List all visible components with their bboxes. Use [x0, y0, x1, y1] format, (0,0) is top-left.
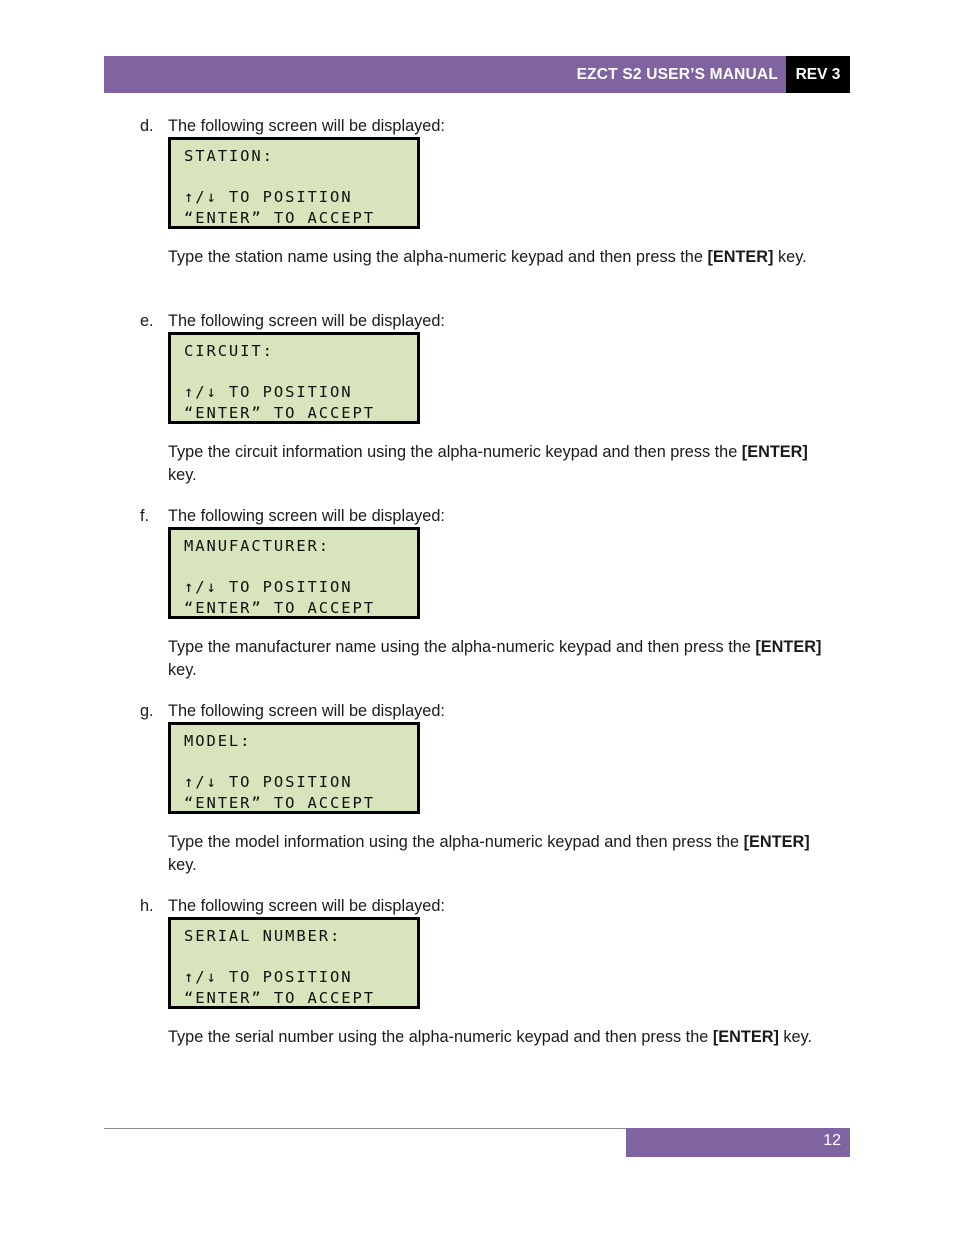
- lcd-title: CIRCUIT:: [184, 342, 274, 360]
- step-marker: d.: [140, 117, 154, 135]
- revision-badge: REV 3: [786, 56, 850, 93]
- lcd-title: MODEL:: [184, 732, 252, 750]
- step-marker: g.: [140, 702, 154, 720]
- enter-key-label: [ENTER]: [755, 638, 822, 656]
- instruction-body: Type the manufacturer name using the alpha-numeric keypad and then press the: [168, 638, 756, 656]
- instruction-tail: key.: [168, 466, 197, 484]
- enter-key-label: [ENTER]: [707, 248, 774, 266]
- footer-page-box: [626, 1128, 850, 1157]
- footer-divider: [104, 1128, 626, 1129]
- lcd-accept-hint: “ENTER” TO ACCEPT: [184, 404, 375, 422]
- lcd-accept-hint: “ENTER” TO ACCEPT: [184, 989, 375, 1007]
- enter-key-label: [ENTER]: [741, 443, 808, 461]
- lcd-position-hint: ↑/↓ TO POSITION: [184, 773, 353, 791]
- lcd-position-hint: ↑/↓ TO POSITION: [184, 383, 353, 401]
- instruction-body: Type the model information using the alpha-numeric keypad and then press the: [168, 833, 744, 851]
- instruction-text: [168, 246, 828, 269]
- lcd-accept-hint: “ENTER” TO ACCEPT: [184, 599, 375, 617]
- instruction-body: Type the circuit information using the alpha-numeric keypad and then press the: [168, 443, 742, 461]
- lcd-position-hint: ↑/↓ TO POSITION: [184, 188, 353, 206]
- instruction-text: [168, 636, 828, 682]
- lcd-screen-station: [168, 137, 420, 229]
- step-marker: e.: [140, 312, 154, 330]
- lcd-screen-manufacturer: [168, 527, 420, 619]
- instruction-text: [168, 831, 828, 877]
- page-number: 12: [823, 1132, 841, 1149]
- lcd-title: MANUFACTURER:: [184, 537, 331, 555]
- lcd-screen-serial-number: [168, 917, 420, 1009]
- lcd-title: SERIAL NUMBER:: [184, 927, 342, 945]
- instruction-text: [168, 1026, 828, 1049]
- instruction-tail: key.: [168, 856, 197, 874]
- instruction-body: Type the serial number using the alpha-numeric keypad and then press the: [168, 1028, 713, 1046]
- instruction-tail: key.: [773, 248, 807, 266]
- instruction-body: Type the station name using the alpha-numeric keypad and then press the: [168, 248, 708, 266]
- step-text: The following screen will be displayed:: [168, 507, 445, 525]
- step-text: The following screen will be displayed:: [168, 897, 445, 915]
- manual-title: EZCT S2 USER’S MANUAL: [576, 66, 778, 83]
- step-text: The following screen will be displayed:: [168, 312, 445, 330]
- enter-key-label: [ENTER]: [712, 1028, 779, 1046]
- step-text: The following screen will be displayed:: [168, 117, 445, 135]
- lcd-accept-hint: “ENTER” TO ACCEPT: [184, 209, 375, 227]
- lcd-accept-hint: “ENTER” TO ACCEPT: [184, 794, 375, 812]
- header-bar: [104, 56, 786, 93]
- lcd-screen-circuit: [168, 332, 420, 424]
- step-marker: f.: [140, 507, 150, 525]
- step-marker: h.: [140, 897, 154, 915]
- instruction-tail: key.: [778, 1028, 813, 1046]
- lcd-position-hint: ↑/↓ TO POSITION: [184, 578, 353, 596]
- instruction-text: [168, 441, 828, 487]
- instruction-tail: key.: [168, 661, 197, 679]
- lcd-title: STATION:: [184, 147, 274, 165]
- lcd-screen-model: [168, 722, 420, 814]
- enter-key-label: [ENTER]: [743, 833, 810, 851]
- step-text: The following screen will be displayed:: [168, 702, 445, 720]
- lcd-position-hint: ↑/↓ TO POSITION: [184, 968, 353, 986]
